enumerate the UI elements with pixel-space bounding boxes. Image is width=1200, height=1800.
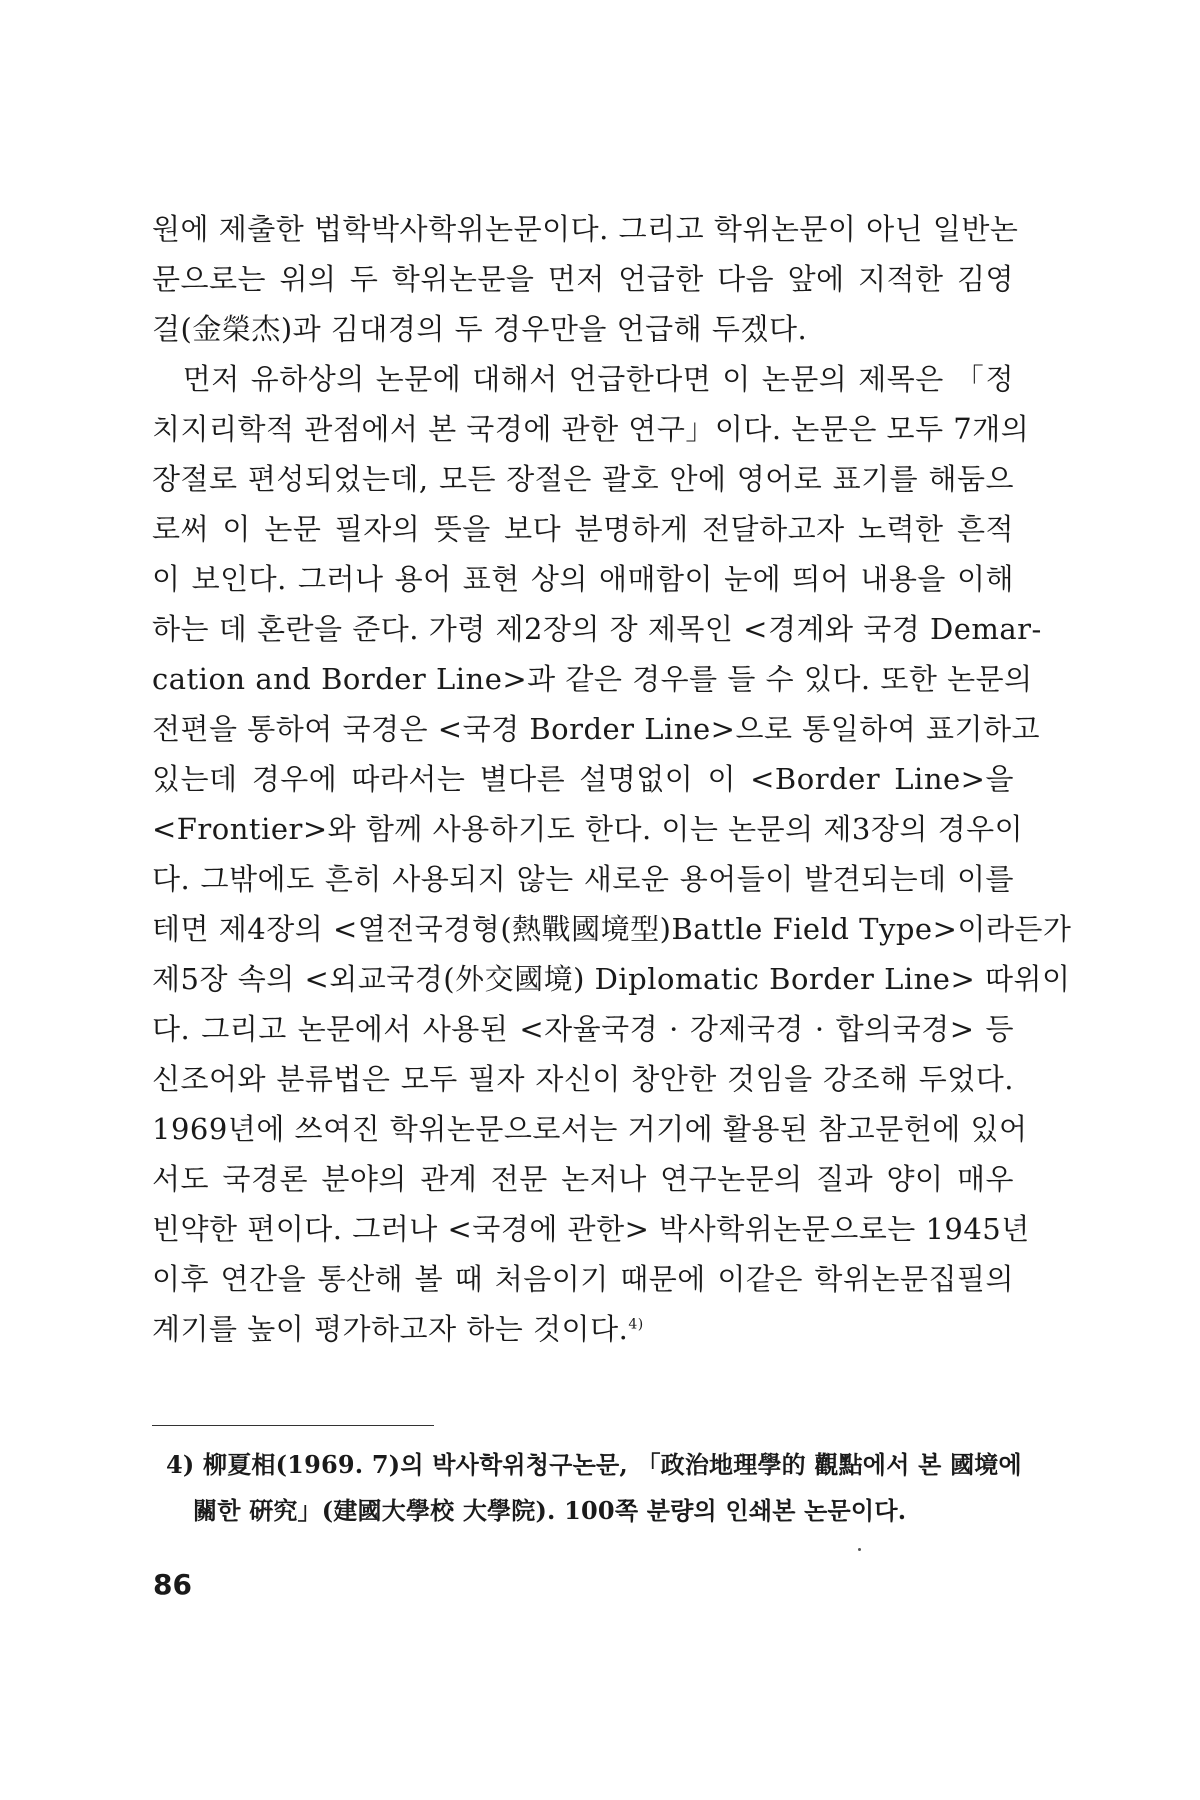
body-line: 걸(金榮杰)과 김대경의 두 경우만을 언급해 두겠다.	[152, 312, 808, 346]
body-line: 다. 그리고 논문에서 사용된 <자율국경 · 강제국경 · 합의국경> 등	[152, 1012, 1014, 1046]
body-line: 치지리학적 관점에서 본 국경에 관한 연구」이다. 논문은 모두 7개의	[152, 412, 1030, 446]
print-speck	[858, 1548, 861, 1551]
body-line: 먼저 유하상의 논문에 대해서 언급한다면 이 논문의 제목은 「정	[152, 362, 1014, 396]
body-line: 1969년에 쓰여진 학위논문으로서는 거기에 활용된 참고문헌에 있어	[152, 1112, 1028, 1146]
body-line: 로써 이 논문 필자의 뜻을 보다 분명하게 전달하고자 노력한 흔적	[152, 512, 1014, 546]
footnote-reference: 4)	[628, 1316, 644, 1333]
body-line: 다. 그밖에도 흔히 사용되지 않는 새로운 용어들이 발견되는데 이를	[152, 862, 1014, 896]
body-line: 전편을 통하여 국경은 <국경 Border Line>으로 통일하여 표기하고	[152, 712, 1041, 746]
body-line: 테면 제4장의 <열전국경형(熱戰國境型)Battle Field Type>이라든가	[152, 912, 1072, 946]
body-line-last	[152, 1304, 1014, 1354]
body-line: 있는데 경우에 따라서는 별다른 설명없이 이 <Border Line>을	[152, 762, 1014, 796]
body-line: 원에 제출한 법학박사학위논문이다. 그리고 학위논문이 아닌 일반논	[152, 212, 1019, 246]
body-line: 제5장 속의 <외교국경(外交國境) Diplomatic Border Line> 따위이	[152, 962, 1071, 996]
body-line: cation and Border Line>과 같은 경우를 들 수 있다. 또한 논문의	[152, 662, 1033, 696]
body-line: 서도 국경론 분야의 관계 전문 논저나 연구논문의 질과 양이 매우	[152, 1162, 1014, 1196]
body-line: <Frontier>와 함께 사용하기도 한다. 이는 논문의 제3장의 경우이	[152, 812, 1024, 846]
footnote-line: 4) 柳夏相(1969. 7)의 박사학위청구논문, 「政治地理學的 觀點에서 본 國境에	[166, 1450, 1022, 1479]
body-text	[152, 204, 1072, 1354]
page-number: 86	[153, 1568, 192, 1601]
body-line: 이 보인다. 그러나 용어 표현 상의 애매함이 눈에 띄어 내용을 이해	[152, 562, 1014, 596]
body-line: 장절로 편성되었는데, 모든 장절은 괄호 안에 영어로 표기를 해둠으	[152, 462, 1014, 496]
footnote-divider	[152, 1425, 434, 1426]
footnotes	[166, 1442, 1022, 1534]
body-line: 빈약한 편이다. 그러나 <국경에 관한> 박사학위논문으로는 1945년	[152, 1212, 1030, 1246]
body-line: 하는 데 혼란을 준다. 가령 제2장의 장 제목인 <경계와 국경 Demar-	[152, 612, 1042, 646]
body-line: 이후 연간을 통산해 볼 때 처음이기 때문에 이같은 학위논문집필의	[152, 1262, 1014, 1296]
footnote-line: 關한 硏究」(建國大學校 大學院). 100쪽 분량의 인쇄본 논문이다.	[193, 1496, 907, 1525]
body-line-text: 계기를 높이 평가하고자 하는 것이다.	[152, 1312, 629, 1346]
body-line: 문으로는 위의 두 학위논문을 먼저 언급한 다음 앞에 지적한 김영	[152, 262, 1014, 296]
body-line: 신조어와 분류법은 모두 필자 자신이 창안한 것임을 강조해 두었다.	[152, 1062, 1014, 1096]
